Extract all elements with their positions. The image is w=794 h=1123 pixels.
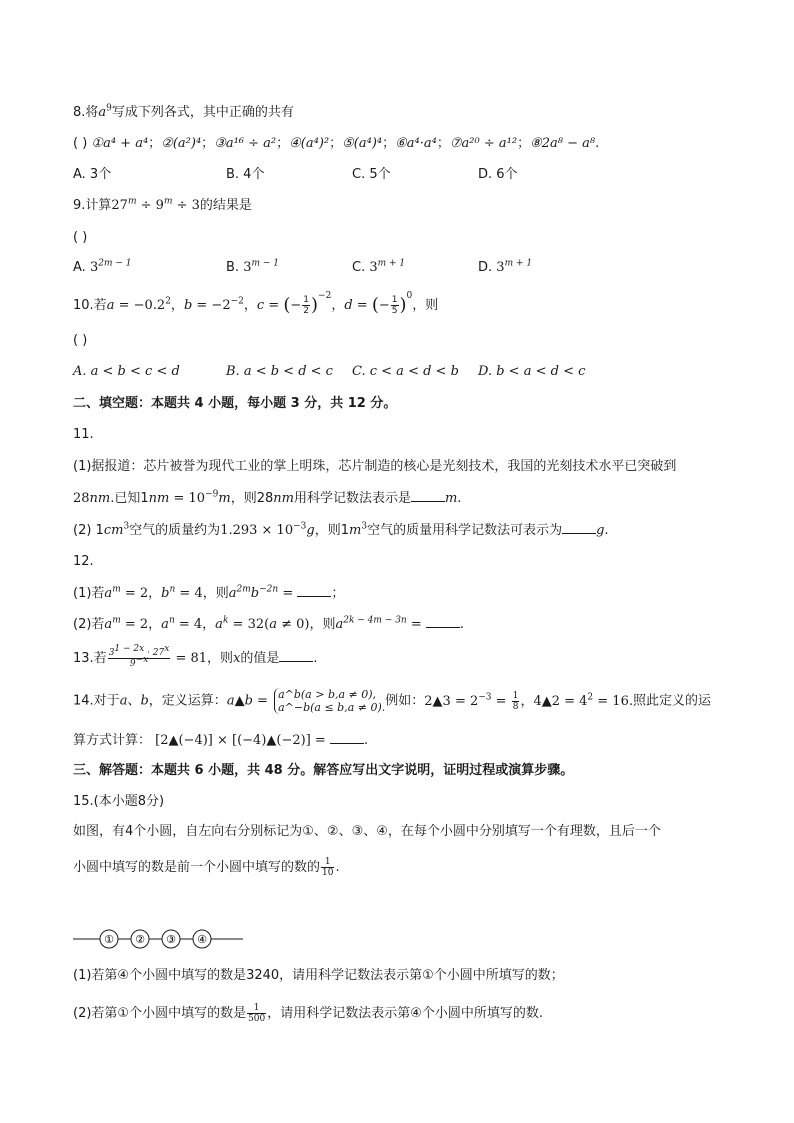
pre: (2)若第①个小圆中填写的数是 [73, 1006, 247, 1021]
q8-option-a: A. 3个 [73, 167, 112, 182]
sep: ； [201, 136, 215, 151]
q9-option-b [226, 259, 279, 277]
q10-stem-post: ，则 [412, 298, 439, 313]
post: 的值是 [240, 651, 280, 666]
q9-stem [73, 197, 252, 215]
den: 500 [248, 1014, 266, 1024]
q9-option-d [478, 259, 532, 277]
end: . [313, 651, 318, 666]
q9-option-c [352, 259, 405, 277]
q8-option-c: C. 5个 [352, 167, 391, 182]
end: . [363, 733, 369, 748]
post: 用科学记数法表示是 [293, 491, 411, 506]
pre: (2)若 [73, 617, 105, 632]
q14-line2: 算方式计算： [2▲(−4)] × [(−4)▲(−2)] = . [73, 733, 369, 748]
sep: ； [148, 136, 162, 151]
q15-line1: 如图，有4个小圆，自左向右分别标记为①、②、③、④，在每个小圆中分别填写一个有理数，且后一个 [73, 824, 661, 839]
num: 1 [321, 857, 334, 868]
q14-brace [274, 688, 385, 714]
mid1: 空气的质量约为 [129, 523, 221, 538]
base: 3 [369, 260, 378, 275]
section3-title: 三、解答题：本题共 6 小题，共 48 分。解答应写出文字说明，证明过程或演算步骤。 [73, 763, 574, 778]
q15-line2 [73, 857, 340, 878]
q8-item-8: ⑧2a⁸ − a⁸ [530, 136, 596, 151]
base: 3 [89, 260, 99, 275]
q11-part1-line2: 28nm.已知$1nm = 10^{-9}m$，则28nm用科学记数法表示是 m. [73, 489, 462, 506]
q15-head: 15.(本小题8分) [73, 794, 165, 809]
q9-stem-pre: 9.计算 [73, 198, 112, 213]
post: ，请用科学记数法表示第④个小圆中所填写的数. [267, 1006, 544, 1021]
q8-option-d: D. 6个 [478, 167, 518, 182]
q10-stem: 10.若$a = -0.2^2$，$b = -2^{-2}$，c = (− $\frac{1}{2}$ )$^{-2}$，d = (− $\frac{1}{5}$ )$^0$，则 [73, 290, 439, 316]
q8-item-2: ②(a²)⁴ [161, 136, 202, 151]
q9-stem-post: 的结果是 [199, 198, 252, 213]
q12-part1: (1)若$a^m = 2$，$b^n = 4$，则$a^{2m}b^{-2n}$ = ； [73, 584, 345, 601]
q14-blank[interactable] [330, 731, 364, 744]
unit: g. [596, 523, 609, 538]
exp: m + 1 [504, 258, 533, 269]
end: . [595, 136, 600, 151]
q8-stem-post: 写成下列各式，其中正确的共有 [111, 105, 294, 120]
q11-part1-line1: (1)据报道：芯片被誉为现代工业的掌上明珠，芯片制造的核心是光刻技术，我国的光刻技术水平已突破到 [73, 459, 677, 474]
mid1: ，定义运算： [148, 693, 227, 709]
unit: m. [444, 491, 462, 506]
circles-svg [73, 928, 243, 950]
end: . [459, 617, 465, 632]
sep: ； [382, 136, 396, 151]
q10-option-b: B. a < b < d < c [226, 364, 333, 379]
exp: 2m − 1 [98, 258, 132, 269]
mid2: ，则1 [314, 523, 349, 538]
label: A. [73, 260, 90, 275]
end: . [335, 860, 340, 875]
pre: 28 [73, 491, 90, 506]
q8-item-5: ⑤(a⁴)⁴ [342, 136, 383, 151]
q8-option-b: B. 4个 [226, 167, 265, 182]
mid2: ，则28 [230, 491, 274, 506]
pre: (1)若 [73, 586, 105, 601]
q15-circles-diagram [73, 928, 243, 950]
base: 3 [496, 260, 505, 275]
q10-option-c: C. c < a < d < b [352, 364, 459, 379]
q12-blank-2[interactable] [426, 615, 460, 628]
circle-label-2: ② [135, 933, 145, 946]
case2: a^−b(a ≤ b,a ≠ 0). [278, 701, 386, 714]
q9-expr: $27^m \div 9^m \div 3$ [111, 196, 200, 213]
sep: ； [329, 136, 343, 151]
label: C. [352, 260, 370, 275]
label: D. [478, 260, 497, 275]
exp: m + 1 [377, 258, 406, 269]
q13-blank[interactable] [279, 649, 313, 662]
q15-part1: (1)若第④个小圆中填写的数是3240，请用科学记数法表示第①个小圆中所填写的数； [73, 968, 564, 983]
q10-option-a: A. a < b < c < d [73, 364, 180, 379]
case1: a^b(a > b,a ≠ 0), [278, 688, 377, 701]
circle-label-1: ① [104, 933, 114, 946]
q11-part2: (2) $1cm^3$空气的质量约为$1.293 \times 10^{-3}g$，则$1m^3$空气的质量用科学记数法可表示为 g. [73, 521, 609, 538]
ex-post: 照此定义的运 [632, 693, 711, 709]
q8-exp: 9 [106, 103, 112, 114]
q8-item-6: ⑥a⁴·a⁴ [395, 136, 437, 151]
circle-label-4: ④ [197, 933, 207, 946]
q13: 13.若 $\frac{3^{1 - 2x} \cdot 27^x}{9^{-x}}$ = 81，则x的值是 . [73, 644, 318, 669]
num: 1 [247, 1003, 266, 1014]
q12-number: 12. [73, 554, 94, 569]
q9-paren: ( ) [73, 230, 88, 245]
circle-label-3: ③ [166, 933, 176, 946]
q14-line1: 14.对于a、b，定义运算：a▲b = a^b(a > b,a ≠ 0), a^−b(a ≤ b,a ≠ 0). 例如：2▲3 = $2^{-3}$ = $\frac{1}{8}$ ，4▲2 = $4^2 = 16$.照此定义的运 [73, 688, 711, 714]
ex-pre: 例如： [385, 693, 425, 709]
post: ，则 [202, 586, 229, 601]
mid3: 空气的质量用科学记数法可表示为 [367, 523, 563, 538]
var: x [233, 651, 241, 666]
q8-item-7: ⑦a²⁰ ÷ a¹² [449, 136, 518, 151]
q10-paren: ( ) [73, 333, 88, 348]
q12-blank-1[interactable] [297, 584, 331, 597]
mid: ，则 [207, 651, 234, 666]
q11-blank-2[interactable] [562, 521, 596, 534]
q8-item-3: ③a¹⁶ ÷ a² [214, 136, 277, 151]
sep: ； [517, 136, 531, 151]
q8-paren: ( ) [73, 136, 88, 151]
sep: ； [276, 136, 290, 151]
q11-number: 11. [73, 427, 94, 442]
q8-stem-pre: 8.将 [73, 105, 99, 120]
q8-items [73, 135, 599, 153]
section2-title: 二、填空题：本题共 4 小题，每小题 3 分，共 12 分。 [73, 396, 397, 411]
q8-item-1: ①a⁴ + a⁴ [91, 136, 149, 151]
q15-part2 [73, 1003, 543, 1024]
sep: ； [436, 136, 450, 151]
exp: m − 1 [251, 258, 279, 269]
q11-blank-1[interactable] [411, 489, 445, 502]
pre: 小圆中填写的数是前一个小圆中填写的数的 [73, 860, 321, 875]
mid1: 已知1 [114, 491, 149, 506]
post: ，则 [309, 617, 336, 632]
q9-option-a [73, 259, 131, 277]
q10-option-d: D. b < a < d < c [478, 364, 586, 379]
base: 3 [243, 260, 252, 275]
q10-expr: a [106, 298, 115, 313]
q8-var: a [98, 105, 107, 120]
q13-fraction: $\frac{3^{1 - 2x} \cdot 27^x}{9^{-x}}$ [108, 644, 170, 669]
q10-stem-pre: 10.若 [73, 298, 107, 313]
pre: (2) 1 [73, 523, 104, 538]
pre: 13.若 [73, 651, 107, 666]
den: 10 [322, 868, 334, 878]
pre: 算方式计算： [73, 733, 152, 748]
label: B. [226, 260, 244, 275]
q8-item-4: ④(a⁴)² [289, 136, 330, 151]
q8-stem [73, 104, 294, 122]
pre: 14.对于 [73, 693, 120, 709]
end: ； [331, 586, 345, 601]
q12-part2: (2)若$a^m = 2$，$a^n = 4$，$a^k = 32(a \ne 0)$，则$a^{2k - 4m - 3n}$ = . [73, 615, 465, 632]
